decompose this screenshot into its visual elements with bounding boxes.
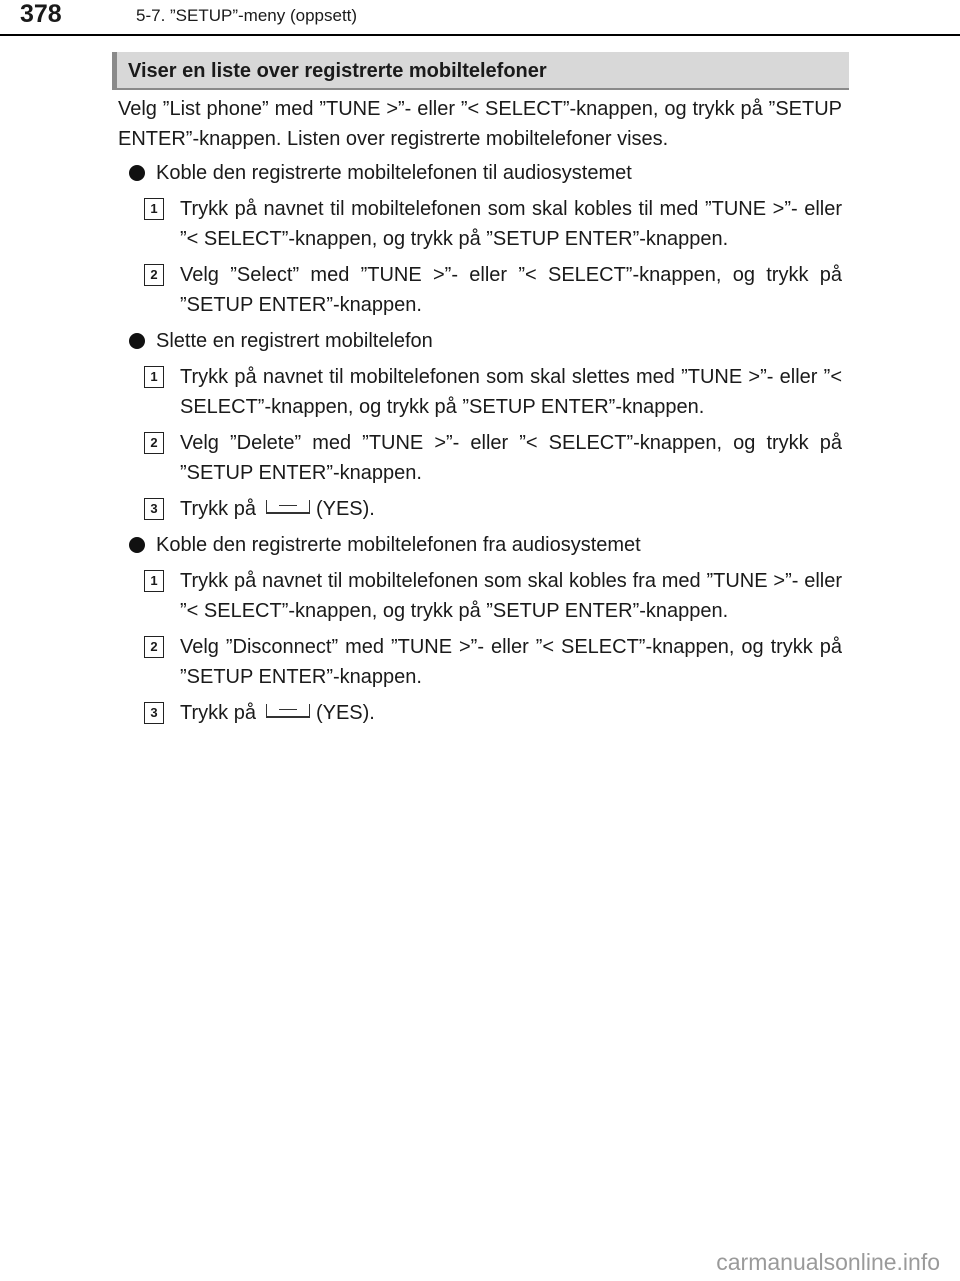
bullet-dot-icon xyxy=(129,333,145,349)
step-number-badge: 3 xyxy=(144,702,164,724)
step-number-badge: 2 xyxy=(144,636,164,658)
step-number-badge: 1 xyxy=(144,570,164,592)
step-item xyxy=(118,194,842,254)
step-number-badge: 2 xyxy=(144,264,164,286)
bullet-heading-text: Koble den registrerte mobiltelefonen til audiosystemet xyxy=(156,162,632,184)
step-item xyxy=(118,428,842,488)
section-title: Viser en liste over registrerte mobiltelefoner xyxy=(128,60,547,82)
step-item xyxy=(118,698,842,728)
intro-paragraph: Velg ”List phone” med ”TUNE >”- eller ”< SELECT”-knappen, og trykk på ”SETUP ENTER”-knappen. Listen over registrerte mobiltelefoner vises. xyxy=(118,98,842,150)
step-text-after: (YES). xyxy=(315,498,375,520)
step-item xyxy=(118,362,842,422)
step-item xyxy=(118,260,842,320)
step-item xyxy=(118,632,842,692)
header-divider xyxy=(0,34,960,36)
step-number-badge: 2 xyxy=(144,432,164,454)
step-text: Velg ”Select” med ”TUNE >”- eller ”< SELECT”-knappen, og trykk på ”SETUP ENTER”-knappen. xyxy=(180,264,842,316)
step-text: Velg ”Disconnect” med ”TUNE >”- eller ”< SELECT”-knappen, og trykk på ”SETUP ENTER”-knappen. xyxy=(180,636,842,688)
step-number-badge: 3 xyxy=(144,498,164,520)
step-text: Trykk på navnet til mobiltelefonen som skal kobles fra med ”TUNE >”- eller ”< SELECT”-knappen, og trykk på ”SETUP ENTER”-knappen. xyxy=(180,570,842,622)
bullet-heading xyxy=(118,530,842,560)
step-text: Trykk på navnet til mobiltelefonen som skal kobles til med ”TUNE >”- eller ”< SELECT”-knappen, og trykk på ”SETUP ENTER”-knappen. xyxy=(180,198,842,250)
main-content xyxy=(118,94,842,734)
preset-button-icon xyxy=(266,500,310,514)
preset-button-icon xyxy=(266,704,310,718)
bullet-dot-icon xyxy=(129,537,145,553)
step-item xyxy=(118,494,842,524)
step-text-after: (YES). xyxy=(315,702,375,724)
bullet-heading-text: Koble den registrerte mobiltelefonen fra audiosystemet xyxy=(156,534,641,556)
step-text-before: Trykk på xyxy=(180,498,256,520)
bullet-dot-icon xyxy=(129,165,145,181)
section-heading-accent xyxy=(112,52,117,88)
bullet-heading-text: Slette en registrert mobiltelefon xyxy=(156,330,433,352)
step-item xyxy=(118,566,842,626)
step-number-badge: 1 xyxy=(144,198,164,220)
running-header: 5-7. ”SETUP”-meny (oppsett) xyxy=(136,6,358,25)
step-number-badge: 1 xyxy=(144,366,164,388)
bullet-heading xyxy=(118,158,842,188)
watermark: carmanualsonline.info xyxy=(716,1249,940,1275)
step-text: Trykk på navnet til mobiltelefonen som skal slettes med ”TUNE >”- eller ”< SELECT”-knappen, og trykk på ”SETUP ENTER”-knappen. xyxy=(180,366,842,418)
step-text-before: Trykk på xyxy=(180,702,256,724)
bullet-heading xyxy=(118,326,842,356)
page-number: 378 xyxy=(20,0,62,28)
section-heading-bar xyxy=(112,52,849,90)
step-text: Velg ”Delete” med ”TUNE >”- eller ”< SELECT”-knappen, og trykk på ”SETUP ENTER”-knappen. xyxy=(180,432,842,484)
